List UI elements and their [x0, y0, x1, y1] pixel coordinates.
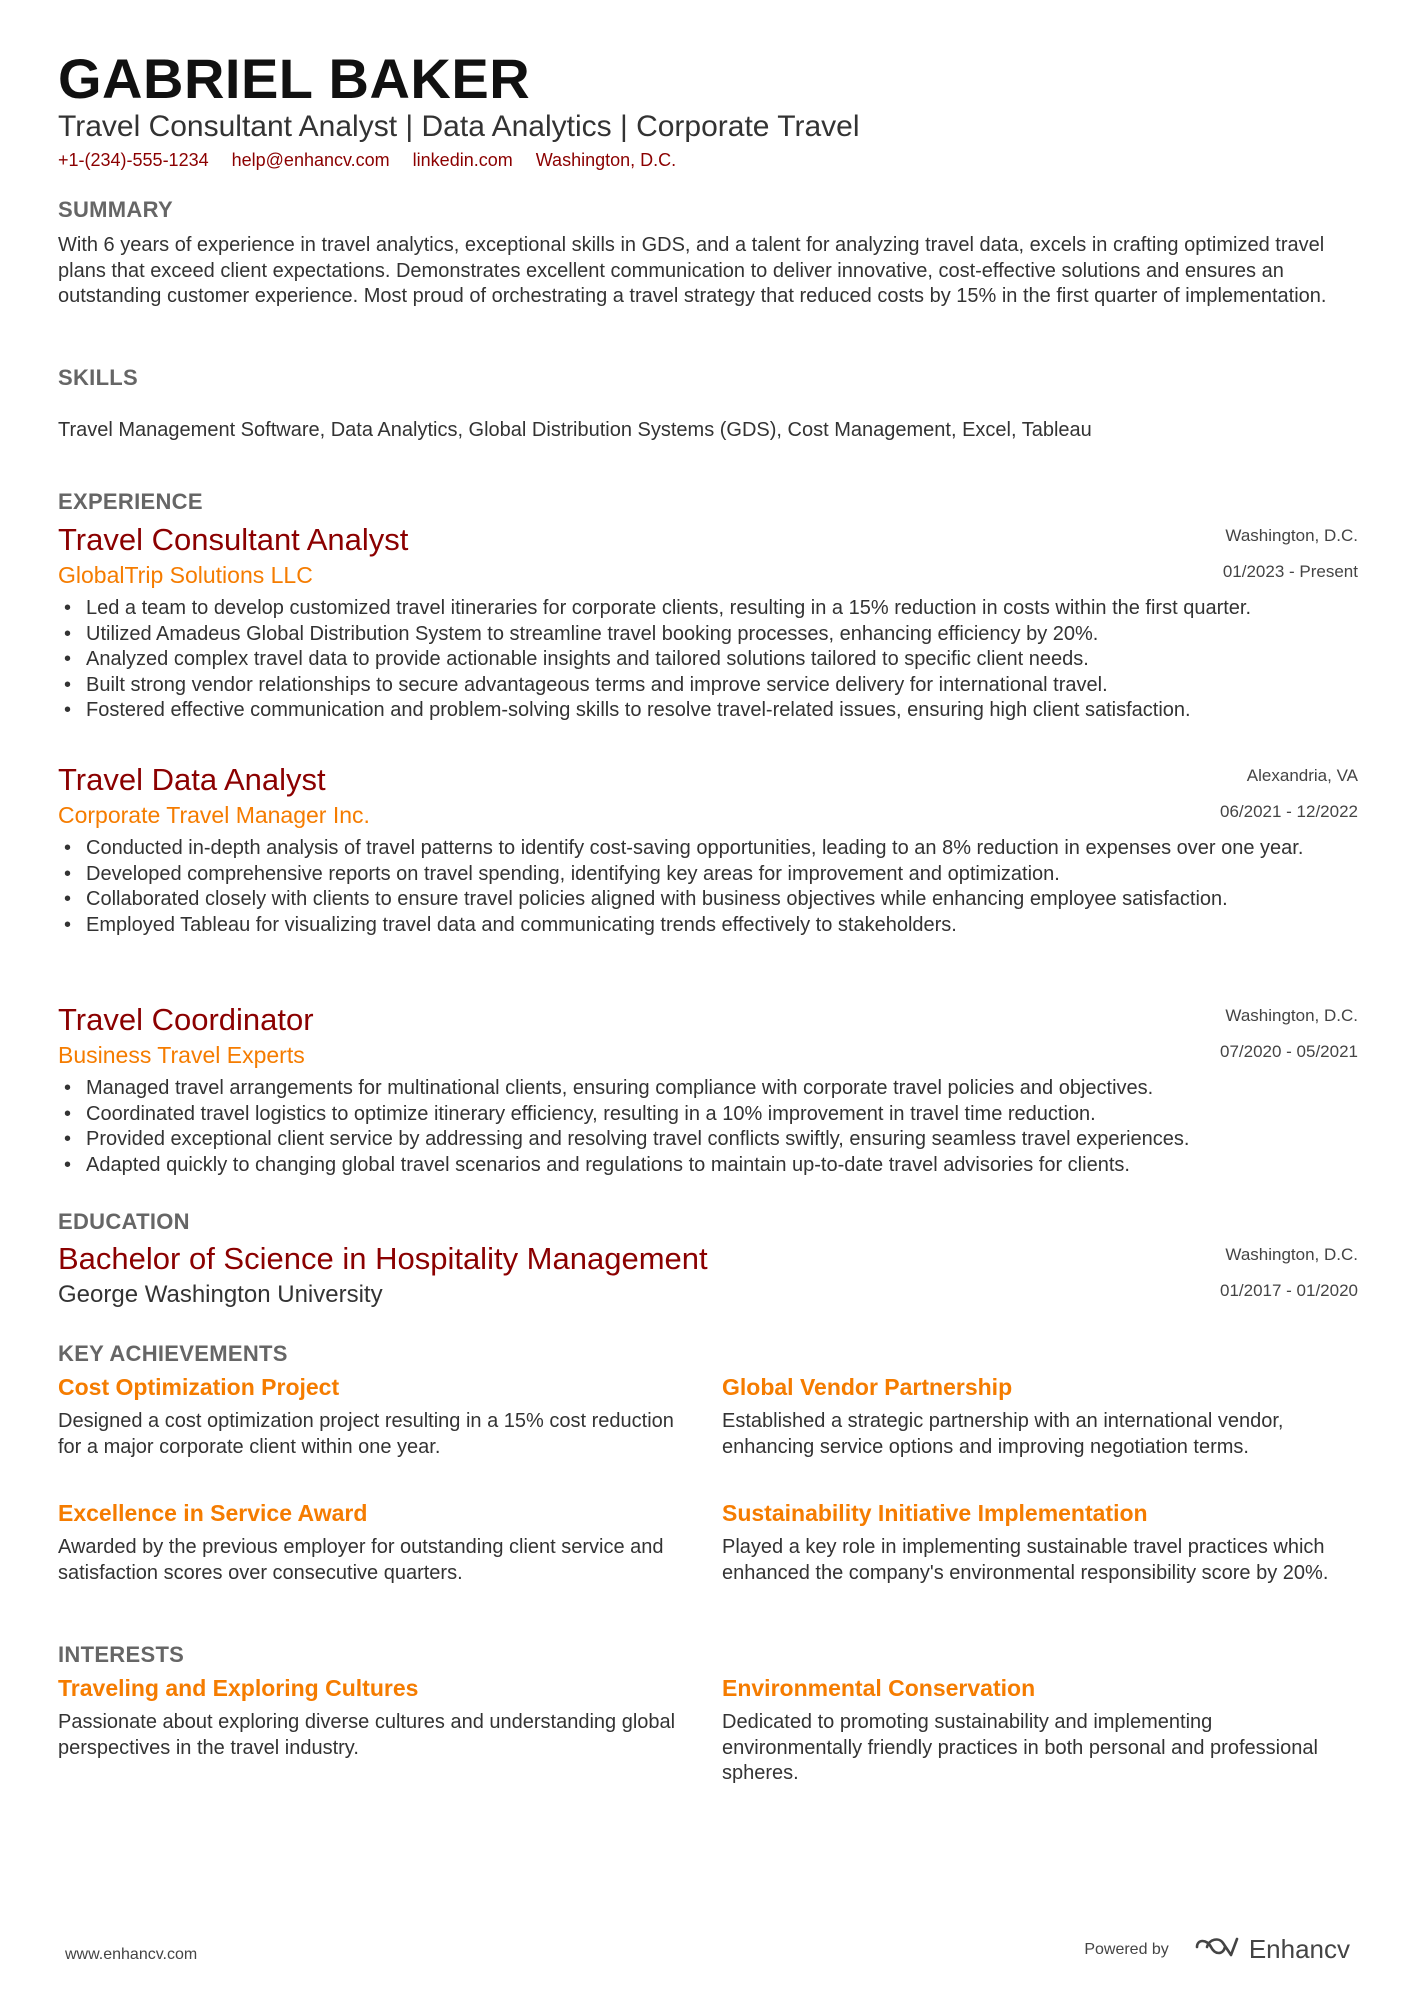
job-company: Corporate Travel Manager Inc.: [58, 802, 370, 828]
job-location: Washington, D.C.: [1225, 1006, 1358, 1025]
job-title: Travel Coordinator: [58, 1002, 314, 1037]
achievements-heading: KEY ACHIEVEMENTS: [58, 1341, 288, 1366]
interest-title: Traveling and Exploring Cultures: [58, 1675, 419, 1701]
phone-link[interactable]: +1-(234)-555-1234: [58, 150, 209, 170]
achievement-item: [58, 1500, 688, 1586]
brand-name: Enhancv: [1248, 1934, 1350, 1964]
powered-by-label: Powered by: [1084, 1940, 1169, 1958]
job-bullet: • Utilized Amadeus Global Distribution System to streamline travel booking processes, enhancing efficiency by 20%.: [86, 622, 1386, 648]
job-bullets: [58, 836, 1386, 938]
interest-text: Dedicated to promoting sustainability and implementing environmentally friendly practices in both personal and professional spheres.: [722, 1711, 1318, 1784]
footer-website-link[interactable]: www.enhancv.com: [65, 1946, 198, 1963]
achievement-item: [722, 1500, 1352, 1586]
achievement-title: Excellence in Service Award: [58, 1500, 368, 1526]
experience-heading: EXPERIENCE: [58, 489, 203, 514]
candidate-headline: Travel Consultant Analyst | Data Analytics | Corporate Travel: [58, 110, 860, 143]
job-bullets: [58, 1076, 1386, 1178]
skills-heading: SKILLS: [58, 365, 139, 390]
footer-branding[interactable]: [1084, 1934, 1350, 1965]
skills-text: Travel Management Software, Data Analytics, Global Distribution Systems (GDS), Cost Management, Excel, Tableau: [58, 419, 1092, 441]
achievement-text: Designed a cost optimization project resulting in a 15% cost reduction for a major corporate client within one year.: [58, 1410, 674, 1458]
job-location: Alexandria, VA: [1246, 766, 1358, 785]
interests-heading: INTERESTS: [58, 1642, 185, 1667]
job-bullet: • Employed Tableau for visualizing travel data and communicating trends effectively to stakeholders.: [86, 913, 1386, 939]
interest-title: Environmental Conservation: [722, 1675, 1036, 1701]
job-bullet: • Fostered effective communication and problem-solving skills to resolve travel-related issues, ensuring high client satisfaction.: [86, 698, 1386, 724]
summary-heading: SUMMARY: [58, 197, 173, 222]
education-heading: EDUCATION: [58, 1209, 190, 1234]
job-dates: 01/2023 - Present: [1222, 562, 1358, 581]
contact-line: [58, 150, 694, 171]
job-bullets: [58, 596, 1386, 724]
job-bullet: • Analyzed complex travel data to provide actionable insights and tailored solutions tailored to specific client needs.: [86, 647, 1386, 673]
achievement-item: [58, 1374, 688, 1460]
job-bullet: • Collaborated closely with clients to ensure travel policies aligned with business objectives while enhancing employee satisfaction.: [86, 887, 1386, 913]
job-location: Washington, D.C.: [1225, 526, 1358, 545]
job-bullet: • Developed comprehensive reports on travel spending, identifying key areas for improvement and optimization.: [86, 862, 1386, 888]
linkedin-link[interactable]: linkedin.com: [412, 150, 513, 170]
job-bullet: • Managed travel arrangements for multinational clients, ensuring compliance with corporate travel policies and objectives.: [86, 1076, 1386, 1102]
enhancv-logo-icon: [1193, 1934, 1239, 1965]
job-bullet: • Provided exceptional client service by addressing and resolving travel conflicts swiftly, ensuring seamless travel experiences.: [86, 1127, 1386, 1153]
location-text: Washington, D.C.: [535, 150, 677, 170]
interest-item: [722, 1675, 1352, 1787]
job-title: Travel Data Analyst: [58, 762, 326, 797]
job-bullet: • Built strong vendor relationships to secure advantageous terms and improve service delivery for international travel.: [86, 673, 1386, 699]
achievement-item: [722, 1374, 1352, 1460]
job-company: Business Travel Experts: [58, 1042, 305, 1068]
job-dates: 06/2021 - 12/2022: [1219, 802, 1358, 821]
job-bullet: • Adapted quickly to changing global travel scenarios and regulations to maintain up-to-date travel advisories for clients.: [86, 1153, 1386, 1179]
job-bullet: • Coordinated travel logistics to optimize itinerary efficiency, resulting in a 10% improvement in travel time reduction.: [86, 1102, 1386, 1128]
job-bullet: • Led a team to develop customized travel itineraries for corporate clients, resulting in a 15% reduction in costs within the first quarter.: [86, 596, 1386, 622]
email-link[interactable]: help@enhancv.com: [231, 150, 390, 170]
education-degree: Bachelor of Science in Hospitality Management: [58, 1241, 708, 1276]
achievement-text: Played a key role in implementing sustainable travel practices which enhanced the company's environmental responsibility score by 20%.: [722, 1536, 1329, 1584]
job-title: Travel Consultant Analyst: [58, 522, 409, 557]
education-school: George Washington University: [58, 1281, 383, 1308]
achievement-title: Cost Optimization Project: [58, 1374, 340, 1400]
education-dates: 01/2017 - 01/2020: [1219, 1281, 1358, 1300]
job-dates: 07/2020 - 05/2021: [1219, 1042, 1358, 1061]
education-location: Washington, D.C.: [1225, 1245, 1358, 1264]
summary-text: With 6 years of experience in travel analytics, exceptional skills in GDS, and a talent for analyzing travel data, excels in crafting optimized travel plans that exceed client expectations. Demonstrates excellent communication to deliver innovative, cost-effective solutions and ensures an outstanding customer experience. Most proud of orchestrating a travel strategy that reduced costs by 15% in the first quarter of implementation.: [58, 234, 1327, 307]
interest-text: Passionate about exploring diverse cultures and understanding global perspectives in the travel industry.: [58, 1711, 676, 1759]
candidate-name: GABRIEL BAKER: [58, 47, 531, 110]
achievement-title: Sustainability Initiative Implementation: [722, 1500, 1148, 1526]
interest-item: [58, 1675, 688, 1761]
achievement-text: Awarded by the previous employer for outstanding client service and satisfaction scores over consecutive quarters.: [58, 1536, 664, 1584]
job-bullet: • Conducted in-depth analysis of travel patterns to identify cost-saving opportunities, leading to an 8% reduction in expenses over one year.: [86, 836, 1386, 862]
job-company: GlobalTrip Solutions LLC: [58, 562, 313, 588]
achievement-title: Global Vendor Partnership: [722, 1374, 1013, 1400]
achievement-text: Established a strategic partnership with an international vendor, enhancing service options and improving negotiation terms.: [722, 1410, 1284, 1458]
